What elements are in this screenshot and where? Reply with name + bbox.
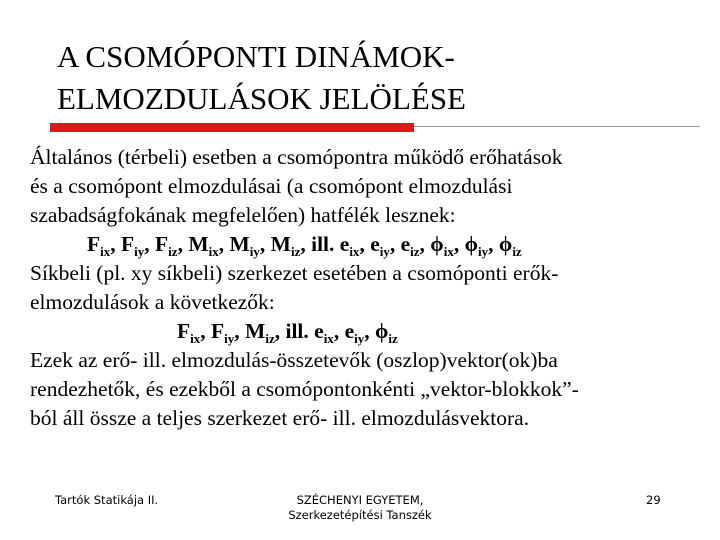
formula-symbol: $e_{iz}$, — [400, 232, 431, 259]
formula-subscript: iy — [379, 244, 390, 259]
spatial-components-formula — [30, 230, 710, 259]
formula-subscript: ix — [323, 331, 334, 346]
formula-symbol: $\phi_{iy}$, — [464, 232, 499, 259]
body-line: rendezhetők, és ezekből a csomópontonkénti „vektor-blokkok”- — [30, 377, 579, 401]
formula-symbol: $e_{ix}$, — [314, 319, 345, 346]
formula-subscript: iz — [265, 331, 275, 346]
footer-institution — [240, 493, 480, 523]
formula-subscript: ix — [349, 244, 360, 259]
body-line: Síkbeli (pl. xy síkbeli) szerkezet esetében a csomóponti erők- — [30, 261, 559, 285]
formula-symbol: $M_{iz}$, — [245, 319, 286, 346]
footer-department: Szerkezetépítési Tanszék — [288, 508, 432, 522]
body-line: szabadságfokának megfelelően) hatfélék lesznek: — [30, 203, 456, 227]
formula-symbol: $M_{iz}$, — [270, 232, 312, 259]
formula-symbol: $\phi_{iz}$ — [498, 232, 522, 259]
title-line-1: A CSOMÓPONTI DINÁMOK- — [57, 39, 455, 74]
formula-subscript: iz — [168, 244, 178, 259]
footer-course-title: Tartók Statikája II. — [55, 493, 159, 507]
planar-components-formula — [30, 317, 710, 346]
formula-subscript: iz — [410, 244, 420, 259]
body-line: Általános (térbeli) esetben a csomópontra működő erőhatások — [30, 145, 563, 169]
formula-symbol: $e_{iy}$, — [344, 319, 375, 346]
body-line: Ezek az erő- ill. elmozdulás-összetevők (oszlop)vektor(ok)ba — [30, 348, 558, 372]
formula-symbol: $\phi_{iz}$ — [374, 319, 398, 346]
formula-subscript: iy — [478, 244, 489, 259]
formula-symbol: $M_{iy}$, — [229, 232, 271, 259]
slide-body — [30, 143, 710, 433]
title-line-2: ELMOZDULÁSOK JELÖLÉSE — [57, 81, 466, 116]
formula-symbol: $F_{iy}$, — [211, 319, 246, 346]
formula-symbol: $e_{ix}$, — [339, 232, 371, 259]
body-line: ból áll össze a teljes szerkezet erő- ill. elmozdulásvektora. — [30, 406, 530, 430]
formula-subscript: iz — [290, 244, 301, 259]
formula-connector: ill. — [285, 319, 315, 343]
formula-subscript: iy — [354, 331, 365, 346]
formula-symbol: $F_{iz}$, — [155, 232, 189, 259]
formula-subscript: ix — [190, 331, 201, 346]
formula-subscript: iy — [224, 331, 235, 346]
formula-subscript: ix — [443, 244, 454, 259]
formula-symbol: $F_{iy}$, — [121, 232, 156, 259]
footer-page-number: 29 — [646, 493, 661, 507]
formula-subscript: ix — [100, 244, 111, 259]
slide-title — [57, 36, 466, 120]
formula-subscript: ix — [208, 244, 219, 259]
formula-subscript: iz — [512, 244, 522, 259]
formula-symbol: $\phi_{ix}$, — [430, 232, 465, 259]
formula-symbol: $M_{ix}$, — [188, 232, 230, 259]
formula-symbol: $F_{ix}$, — [87, 232, 122, 259]
formula-symbol: $F_{ix}$, — [177, 319, 212, 346]
formula-subscript: iz — [388, 331, 398, 346]
formula-symbol: $e_{iy}$, — [370, 232, 401, 259]
title-divider-line — [414, 126, 700, 127]
formula-subscript: iy — [249, 244, 260, 259]
body-line: elmozdulások a következők: — [30, 290, 275, 314]
formula-connector: ill. — [311, 232, 340, 256]
title-accent-bar — [50, 123, 414, 132]
footer-university: SZÉCHENYI EGYETEM, — [296, 493, 424, 507]
formula-subscript: iy — [134, 244, 145, 259]
body-line: és a csomópont elmozdulásai (a csomópont elmozdulási — [30, 174, 513, 198]
